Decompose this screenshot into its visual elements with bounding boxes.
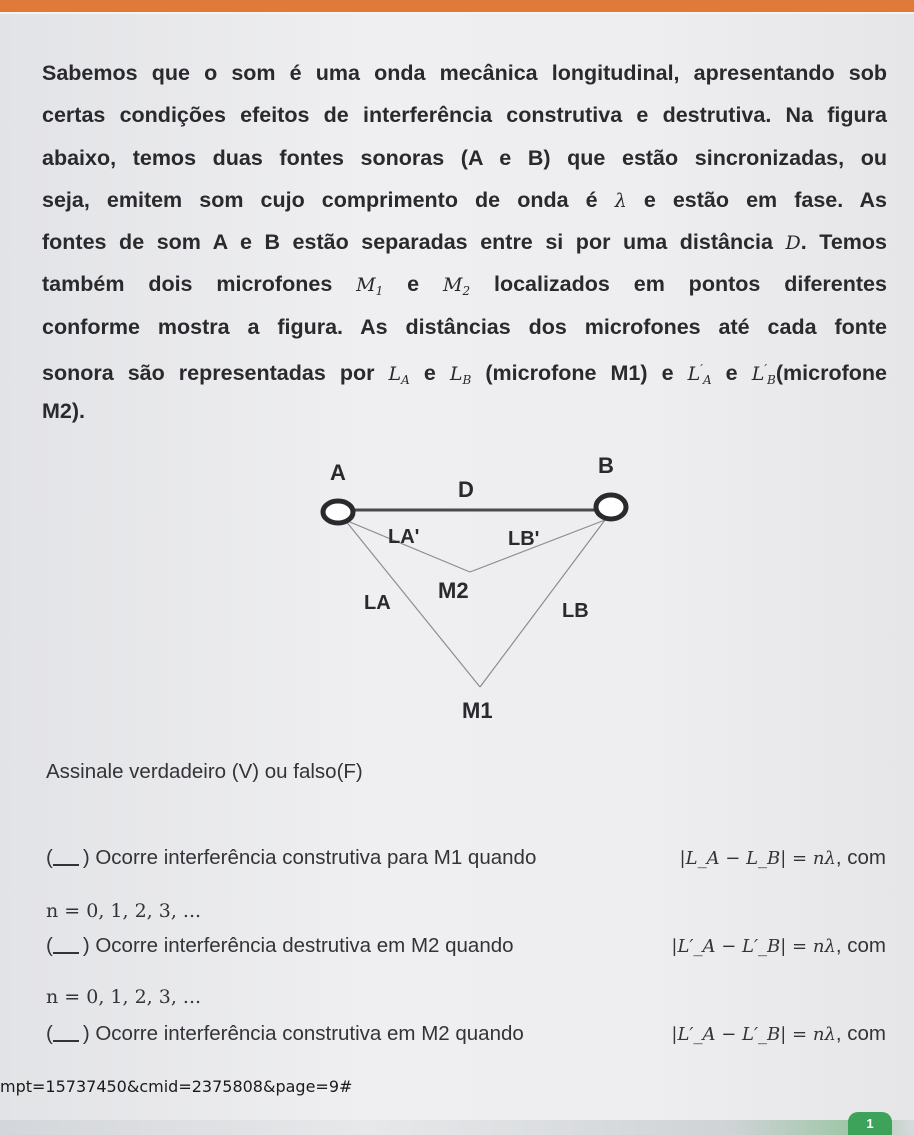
browser-top-strip	[0, 0, 914, 14]
label-m1: M1	[462, 698, 493, 723]
n-range-1: n = 0, 1, 2, 3, ...	[46, 900, 202, 922]
notification-badge[interactable]: 1	[848, 1112, 892, 1135]
paragraph-line-3: abaixo, temos duas fontes sonoras (A e B) que estão sincronizadas, ou	[42, 145, 887, 170]
lambda-symbol: λ	[614, 189, 627, 212]
m1-symbol: $M_1$	[356, 274, 384, 299]
paragraph-line-6: também dois microfones $M_1$ e $M_2$ localizados em pontos diferentes	[42, 272, 887, 299]
paragraph-line-1: Sabemos que o som é uma onda mecânica longitudinal, apresentando sob	[42, 61, 887, 85]
paragraph-line-2: certas condições efeitos de interferência construtiva e destrutiva. Na figura	[42, 103, 887, 128]
paragraph-line-9: M2).	[42, 399, 85, 424]
m2-symbol: $M_2$	[442, 274, 471, 299]
label-source-a: A	[330, 460, 346, 485]
paragraph-line-7: conforme mostra a figura. As distâncias dos microfones até cada fonte	[42, 314, 887, 339]
paragraph-line-8: sonora são representadas por $L_A$ e $L_B$ (microfone M1) e $L'_A$ e $L'_B(microfone$	[42, 361, 887, 388]
paragraph-line-5: fontes de som A e B estão separadas entre si por uma distância D. Temos	[42, 230, 887, 255]
source-a-circle	[323, 501, 353, 523]
lb-symbol: $L_B$	[449, 363, 472, 388]
answer-blank-2[interactable]	[53, 938, 79, 954]
figure-drawing	[300, 450, 660, 730]
statement-2-equation: |L′_A − L′_B| = nλ	[671, 936, 836, 957]
la-symbol: $L_A$	[388, 363, 410, 388]
label-lb: LB	[562, 600, 589, 622]
interference-figure	[300, 450, 660, 730]
label-source-b: B	[598, 453, 614, 478]
paragraph-line-4: seja, emitem som cujo comprimento de onda é λ e estão em fase. As	[42, 187, 887, 212]
answer-blank-1[interactable]	[53, 850, 79, 866]
statement-3: ( ) Ocorre interferência construtiva em M2 quando |L′_A − L′_B| = nλ, com	[46, 1022, 886, 1045]
answer-blank-3[interactable]	[53, 1026, 79, 1042]
taskbar	[0, 1120, 914, 1135]
statement-3-equation: |L′_A − L′_B| = nλ	[671, 1024, 836, 1045]
la-prime-symbol: $L'_A$	[687, 362, 712, 388]
statement-2: ( ) Ocorre interferência destrutiva em M2 quando |L′_A − L′_B| = nλ, com	[46, 934, 886, 957]
statement-2-text: Ocorre interferência destrutiva em M2 quando	[95, 934, 514, 957]
source-b-circle	[596, 495, 626, 519]
lb-prime-symbol: $L'_B$	[751, 362, 776, 388]
question-paragraph	[42, 52, 887, 433]
statement-1-equation: |L_A − L_B| = nλ	[679, 848, 836, 869]
url-fragment[interactable]: mpt=15737450&cmid=2375808&page=9#	[0, 1077, 353, 1096]
instruction-text: Assinale verdadeiro (V) ou falso(F)	[46, 760, 363, 783]
label-distance-d: D	[458, 477, 474, 502]
label-la-prime: LA'	[388, 526, 420, 548]
statement-1-text: Ocorre interferência construtiva para M1 quando	[95, 846, 537, 869]
label-lb-prime: LB'	[508, 528, 540, 550]
statement-3-text: Ocorre interferência construtiva em M2 quando	[95, 1022, 524, 1045]
label-la: LA	[364, 592, 391, 614]
n-range-2: n = 0, 1, 2, 3, ...	[46, 986, 202, 1008]
label-m2: M2	[438, 578, 469, 603]
statement-1: ( ) Ocorre interferência construtiva para M1 quando |L_A − L_B| = nλ, com	[46, 846, 886, 869]
distance-symbol: D	[785, 232, 801, 255]
